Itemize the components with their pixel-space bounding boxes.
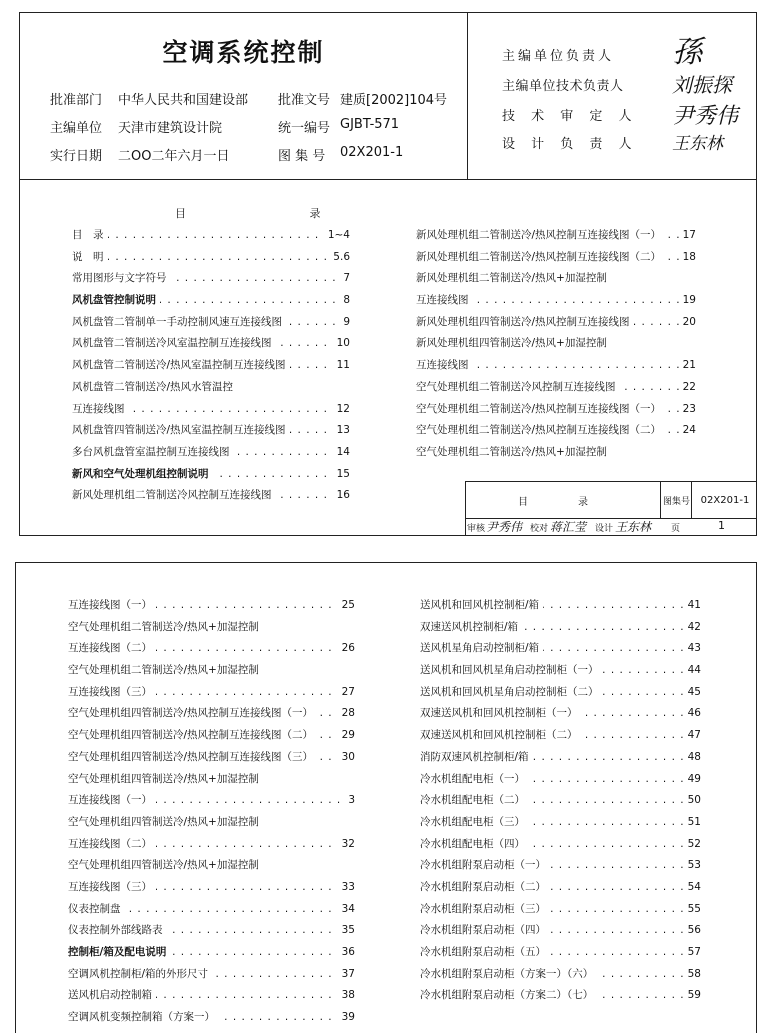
toc-entry-page: 39 — [338, 1007, 355, 1029]
toc-entry-title: 空气处理机组二管制送冷/热风+加湿控制 — [68, 664, 263, 676]
toc-entry-title: 互连接线图（三） — [68, 686, 156, 698]
toc-entry — [68, 1007, 355, 1029]
toc-entry-page: 44 — [684, 660, 701, 682]
toc-entry-page: 41 — [684, 595, 701, 617]
toc-entry-title: 风机盘管二管制送冷/热风室温控制互连接线图 — [72, 359, 290, 371]
toc-entry-title: 空调风机变频控制箱（方案一） — [68, 1011, 219, 1023]
toc-entry-title: 冷水机组附泵启动柜（二） — [420, 881, 550, 893]
toc-entry-page: 55 — [684, 899, 701, 921]
toc-entry-page: 10 — [333, 333, 350, 355]
toc-heading: 目 录 — [175, 207, 381, 220]
toc-entry-page: 22 — [679, 377, 696, 399]
toc-entry-page: 42 — [684, 617, 701, 639]
signer-row — [502, 104, 739, 129]
toc-entry-page: 20 — [679, 312, 696, 334]
toc-entry — [68, 595, 355, 617]
approve-doc: 建质[2002]104号 — [340, 93, 448, 108]
toc-entry-page: 1~4 — [324, 225, 350, 247]
toc-entry-title: 冷水机组附泵启动柜（三） — [420, 903, 550, 915]
toc-entry-title: 新风处理机组二管制送冷/热风控制互连接线图（一） — [416, 229, 665, 241]
toc-entry — [68, 920, 355, 942]
toc-entry-page: 56 — [684, 920, 701, 942]
toc-entry — [416, 377, 696, 399]
title-block-name: 目 录 — [518, 496, 608, 508]
toc-entry-title: 多台风机盘管室温控制互连接线图 — [72, 446, 234, 458]
toc-entry — [420, 899, 701, 921]
toc-entry-page: 57 — [684, 942, 701, 964]
toc-entry-title: 冷水机组附泵启动柜（一） — [420, 859, 550, 871]
toc-entry-title: 冷水机组附泵启动柜（五） — [420, 946, 550, 958]
toc-entry-page: 32 — [338, 834, 355, 856]
toc-entry — [68, 964, 355, 986]
toc-entry-title: 空气处理机组二管制送冷/热风控制互连接线图（二） — [416, 424, 665, 436]
signers-block — [468, 13, 756, 179]
toc-entry-title: 冷水机组附泵启动柜（方案二）（七） — [420, 989, 597, 1001]
toc-entry-page: 25 — [338, 595, 355, 617]
toc-entry-page: 15 — [333, 464, 350, 486]
review-signature: 尹秀伟 — [486, 520, 523, 534]
toc-entry-page: 16 — [333, 485, 350, 507]
toc-entry — [420, 703, 701, 725]
editor-unit-label: 主编单位 — [50, 121, 103, 136]
title-block-atlas-label: 图集号 — [660, 482, 692, 518]
toc-entry-title: 互连接线图（三） — [68, 881, 156, 893]
effective-date: 二OO二年六月一日 — [118, 149, 230, 164]
toc-entry-page: 14 — [333, 442, 350, 464]
toc-entry-title: 冷水机组配电柜（三） — [420, 816, 529, 828]
toc-entry-title: 常用图形与文字符号 — [72, 272, 171, 284]
signer-role: 设 计 负 责 人 — [502, 137, 638, 152]
design-signature: 王东林 — [615, 520, 652, 534]
toc-entry-title: 空调风机控制柜/箱的外形尺寸 — [68, 968, 212, 980]
toc-entry-page: 37 — [338, 964, 355, 986]
toc-entry — [416, 333, 696, 355]
toc-entry-title: 空气处理机组二管制送冷/热风控制互连接线图（一） — [416, 403, 665, 415]
toc-entry — [416, 420, 696, 442]
toc-entry — [420, 942, 701, 964]
toc-entry — [68, 985, 355, 1007]
toc-entry — [416, 290, 696, 312]
toc-entry-page: 5.6 — [329, 247, 350, 269]
signature: 刘振探 — [672, 73, 732, 97]
toc-entry-title: 互连接线图 — [416, 294, 473, 306]
toc-entry — [72, 485, 350, 507]
atlas-no-label: 图 集 号 — [278, 149, 326, 164]
toc-entry-title: 冷水机组配电柜（二） — [420, 794, 529, 806]
toc-entry-title: 控制柜/箱及配电说明 — [68, 946, 170, 958]
title-block-bottom — [466, 519, 757, 536]
toc-entry-page: 48 — [684, 747, 701, 769]
toc-entry-page: 24 — [679, 420, 696, 442]
toc-entry-title: 冷水机组附泵启动柜（四） — [420, 924, 550, 936]
toc-entry — [420, 985, 701, 1007]
toc-entry — [420, 617, 701, 639]
toc-left-column — [68, 595, 355, 1029]
toc-entry — [68, 812, 355, 834]
signer-row — [502, 35, 702, 70]
toc-entry-page: 23 — [679, 399, 696, 421]
signer-row — [502, 73, 732, 97]
toc-entry-page: 26 — [338, 638, 355, 660]
toc-entry — [68, 725, 355, 747]
toc-entry-title: 风机盘管二管制送冷/热风水管温控 — [72, 381, 237, 393]
header-info — [20, 13, 468, 179]
toc-entry — [68, 834, 355, 856]
toc-entry-title: 空气处理机组四管制送冷/热风控制互连接线图（三） — [68, 751, 317, 763]
toc-entry-page: 50 — [684, 790, 701, 812]
toc-entry — [420, 964, 701, 986]
toc-entry — [72, 225, 350, 247]
toc-entry-page: 27 — [338, 682, 355, 704]
toc-entry-page: 12 — [333, 399, 350, 421]
toc-entry-page: 53 — [684, 855, 701, 877]
design-label: 设计 — [595, 524, 614, 534]
toc-entry — [72, 290, 350, 312]
signer-role: 技 术 审 定 人 — [502, 109, 638, 124]
toc-entry-page: 45 — [684, 682, 701, 704]
toc-entry-title: 新风处理机组二管制送冷/热风+加湿控制 — [416, 272, 611, 284]
toc-entry — [68, 899, 355, 921]
toc-entry-title: 送风机和回风机星角启动控制柜（一） — [420, 664, 603, 676]
toc-entry-title: 空气处理机组二管制送冷/热风+加湿控制 — [416, 446, 611, 458]
toc-entry-title: 互连接线图 — [72, 403, 129, 415]
toc-entry — [420, 660, 701, 682]
toc-entry-page: 38 — [338, 985, 355, 1007]
toc-entry-title: 新风处理机组二管制送冷/热风控制互连接线图（二） — [416, 251, 665, 263]
atlas-no: 02X201-1 — [340, 145, 404, 160]
toc-entry-title: 新风处理机组四管制送冷/热风+加湿控制 — [416, 337, 611, 349]
toc-entry-page: 34 — [338, 899, 355, 921]
toc-right-column — [420, 595, 701, 1007]
toc-entry-title: 送风机和回风机控制柜/箱 — [420, 599, 543, 611]
toc-entry — [68, 638, 355, 660]
effective-label: 实行日期 — [50, 149, 103, 164]
title-block-atlas-no: 02X201-1 — [691, 482, 758, 518]
toc-entry-title: 风机盘管二管制送冷风室温控制互连接线图 — [72, 337, 276, 349]
toc-entry-page: 54 — [684, 877, 701, 899]
title-block-top — [466, 482, 757, 519]
toc-entry — [68, 877, 355, 899]
toc-entry-title: 空气处理机组四管制送冷/热风控制互连接线图（一） — [68, 707, 317, 719]
toc-entry-page: 8 — [339, 290, 350, 312]
toc-entry-title: 风机盘管四管制送冷/热风室温控制互连接线图 — [72, 424, 290, 436]
toc-right-column — [416, 225, 696, 464]
toc-entry — [72, 442, 350, 464]
toc-entry-title: 互连接线图 — [416, 359, 473, 371]
toc-entry — [420, 747, 701, 769]
toc-entry-page: 19 — [679, 290, 696, 312]
toc-entry — [72, 247, 350, 269]
toc-entry-page: 43 — [684, 638, 701, 660]
toc-entry-title: 仪表控制外部线路表 — [68, 924, 167, 936]
toc-entry — [416, 247, 696, 269]
toc-entry-page: 17 — [679, 225, 696, 247]
toc-entry — [420, 790, 701, 812]
catalog-page-2 — [15, 562, 757, 1033]
approve-dept: 中华人民共和国建设部 — [118, 93, 249, 108]
toc-entry — [68, 617, 355, 639]
toc-entry-page: 33 — [338, 877, 355, 899]
toc-entry — [420, 769, 701, 791]
toc-entry — [68, 747, 355, 769]
toc-entry — [68, 769, 355, 791]
toc-entry — [420, 877, 701, 899]
toc-entry — [416, 268, 696, 290]
toc-entry — [420, 812, 701, 834]
toc-entry-title: 新风和空气处理机组控制说明 — [72, 468, 213, 480]
signer-role: 主编单位技术负责人 — [502, 79, 624, 94]
toc-entry-page: 59 — [684, 985, 701, 1007]
toc-entry — [420, 855, 701, 877]
unified-no: GJBT-571 — [340, 117, 400, 132]
document-title: 空调系统控制 — [162, 38, 325, 67]
toc-entry — [68, 703, 355, 725]
toc-entry — [72, 355, 350, 377]
toc-entry — [416, 355, 696, 377]
toc-entry — [416, 225, 696, 247]
toc-entry — [72, 312, 350, 334]
toc-entry-page: 46 — [684, 703, 701, 725]
toc-entry-page: 9 — [339, 312, 350, 334]
toc-entry — [416, 442, 696, 464]
approve-dept-label: 批准部门 — [50, 93, 103, 108]
toc-left-column — [72, 225, 350, 507]
toc-entry-title: 空气处理机组二管制送冷风控制互连接线图 — [416, 381, 620, 393]
toc-entry-page: 13 — [333, 420, 350, 442]
toc-entry — [420, 834, 701, 856]
toc-entry-page: 18 — [679, 247, 696, 269]
toc-entry-page: 47 — [684, 725, 701, 747]
toc-entry — [420, 638, 701, 660]
toc-entry-title: 冷水机组附泵启动柜（方案一）（六） — [420, 968, 597, 980]
toc-entry-page: 28 — [338, 703, 355, 725]
signature: 王东林 — [672, 134, 723, 154]
toc-entry-title: 空气处理机组四管制送冷/热风+加湿控制 — [68, 816, 263, 828]
toc-entry-title: 新风处理机组二管制送冷风控制互连接线图 — [72, 489, 276, 501]
toc-entry-title: 空气处理机组四管制送冷/热风+加湿控制 — [68, 773, 263, 785]
page-label: 页 — [671, 524, 681, 534]
toc-entry-title: 互连接线图（二） — [68, 642, 156, 654]
toc-entry-title: 风机盘管二管制单一手动控制风速互连接线图 — [72, 316, 286, 328]
toc-entry-title: 消防双速风机控制柜/箱 — [420, 751, 533, 763]
toc-entry-title: 空气处理机组四管制送冷/热风+加湿控制 — [68, 859, 263, 871]
title-block — [465, 481, 757, 536]
toc-entry-title: 双速送风机控制柜/箱 — [420, 621, 522, 633]
toc-entry-title: 送风机启动控制箱 — [68, 989, 156, 1001]
toc-entry-title: 冷水机组配电柜（一） — [420, 773, 529, 785]
signer-row — [502, 133, 723, 154]
toc-entry-title: 双速送风机和回风机控制柜（二） — [420, 729, 582, 741]
toc-entry — [72, 464, 350, 486]
header-divider — [20, 179, 756, 180]
toc-entry — [416, 399, 696, 421]
toc-entry — [72, 268, 350, 290]
toc-entry — [68, 790, 355, 812]
toc-entry-title: 空气处理机组四管制送冷/热风控制互连接线图（二） — [68, 729, 317, 741]
toc-entry-page: 49 — [684, 769, 701, 791]
signature: 尹秀伟 — [672, 104, 739, 129]
toc-entry-title: 新风处理机组四管制送冷/热风控制互连接线图 — [416, 316, 634, 328]
toc-entry-page: 11 — [333, 355, 350, 377]
toc-entry — [72, 420, 350, 442]
toc-entry-page: 21 — [679, 355, 696, 377]
review-label: 审核 — [467, 524, 486, 534]
signer-role: 主编单位负责人 — [502, 49, 615, 64]
toc-entry-page: 29 — [338, 725, 355, 747]
toc-entry-title: 送风机星角启动控制柜/箱 — [420, 642, 543, 654]
toc-entry-title: 冷水机组配电柜（四） — [420, 838, 529, 850]
toc-entry — [72, 333, 350, 355]
toc-entry-title: 目 录 — [72, 229, 108, 241]
toc-entry — [72, 399, 350, 421]
toc-entry-page: 52 — [684, 834, 701, 856]
toc-entry-title: 互连接线图（一） — [68, 794, 156, 806]
toc-entry — [68, 682, 355, 704]
toc-entry-page: 3 — [344, 790, 355, 812]
editor-unit: 天津市建筑设计院 — [118, 121, 223, 136]
check-label: 校对 — [530, 524, 549, 534]
toc-entry — [420, 595, 701, 617]
toc-entry-title: 仪表控制盘 — [68, 903, 125, 915]
unified-no-label: 统一编号 — [278, 121, 331, 136]
toc-entry — [68, 660, 355, 682]
toc-entry-page: 7 — [339, 268, 350, 290]
toc-entry-title: 互连接线图（一） — [68, 599, 156, 611]
toc-entry — [420, 682, 701, 704]
toc-entry — [416, 312, 696, 334]
toc-entry-page: 51 — [684, 812, 701, 834]
toc-entry — [68, 942, 355, 964]
toc-entry — [420, 920, 701, 942]
toc-entry-title: 空气处理机组二管制送冷/热风+加湿控制 — [68, 621, 263, 633]
toc-entry-page: 30 — [338, 747, 355, 769]
check-signature: 蒋汇莹 — [550, 520, 587, 534]
page-number: 1 — [718, 519, 725, 532]
toc-entry — [68, 855, 355, 877]
signature: 孫 — [672, 35, 702, 70]
toc-entry — [72, 377, 350, 399]
toc-entry-title: 双速送风机和回风机控制柜（一） — [420, 707, 582, 719]
catalog-page-1 — [19, 12, 757, 536]
toc-entry-page: 35 — [338, 920, 355, 942]
toc-entry — [420, 725, 701, 747]
toc-entry-title: 送风机和回风机星角启动控制柜（二） — [420, 686, 603, 698]
toc-entry-title: 说 明 — [72, 251, 108, 263]
approve-doc-label: 批准文号 — [278, 93, 331, 108]
toc-entry-page: 36 — [338, 942, 355, 964]
toc-entry-page: 58 — [684, 964, 701, 986]
toc-entry-title: 风机盘管控制说明 — [72, 294, 160, 306]
toc-entry-title: 互连接线图（二） — [68, 838, 156, 850]
